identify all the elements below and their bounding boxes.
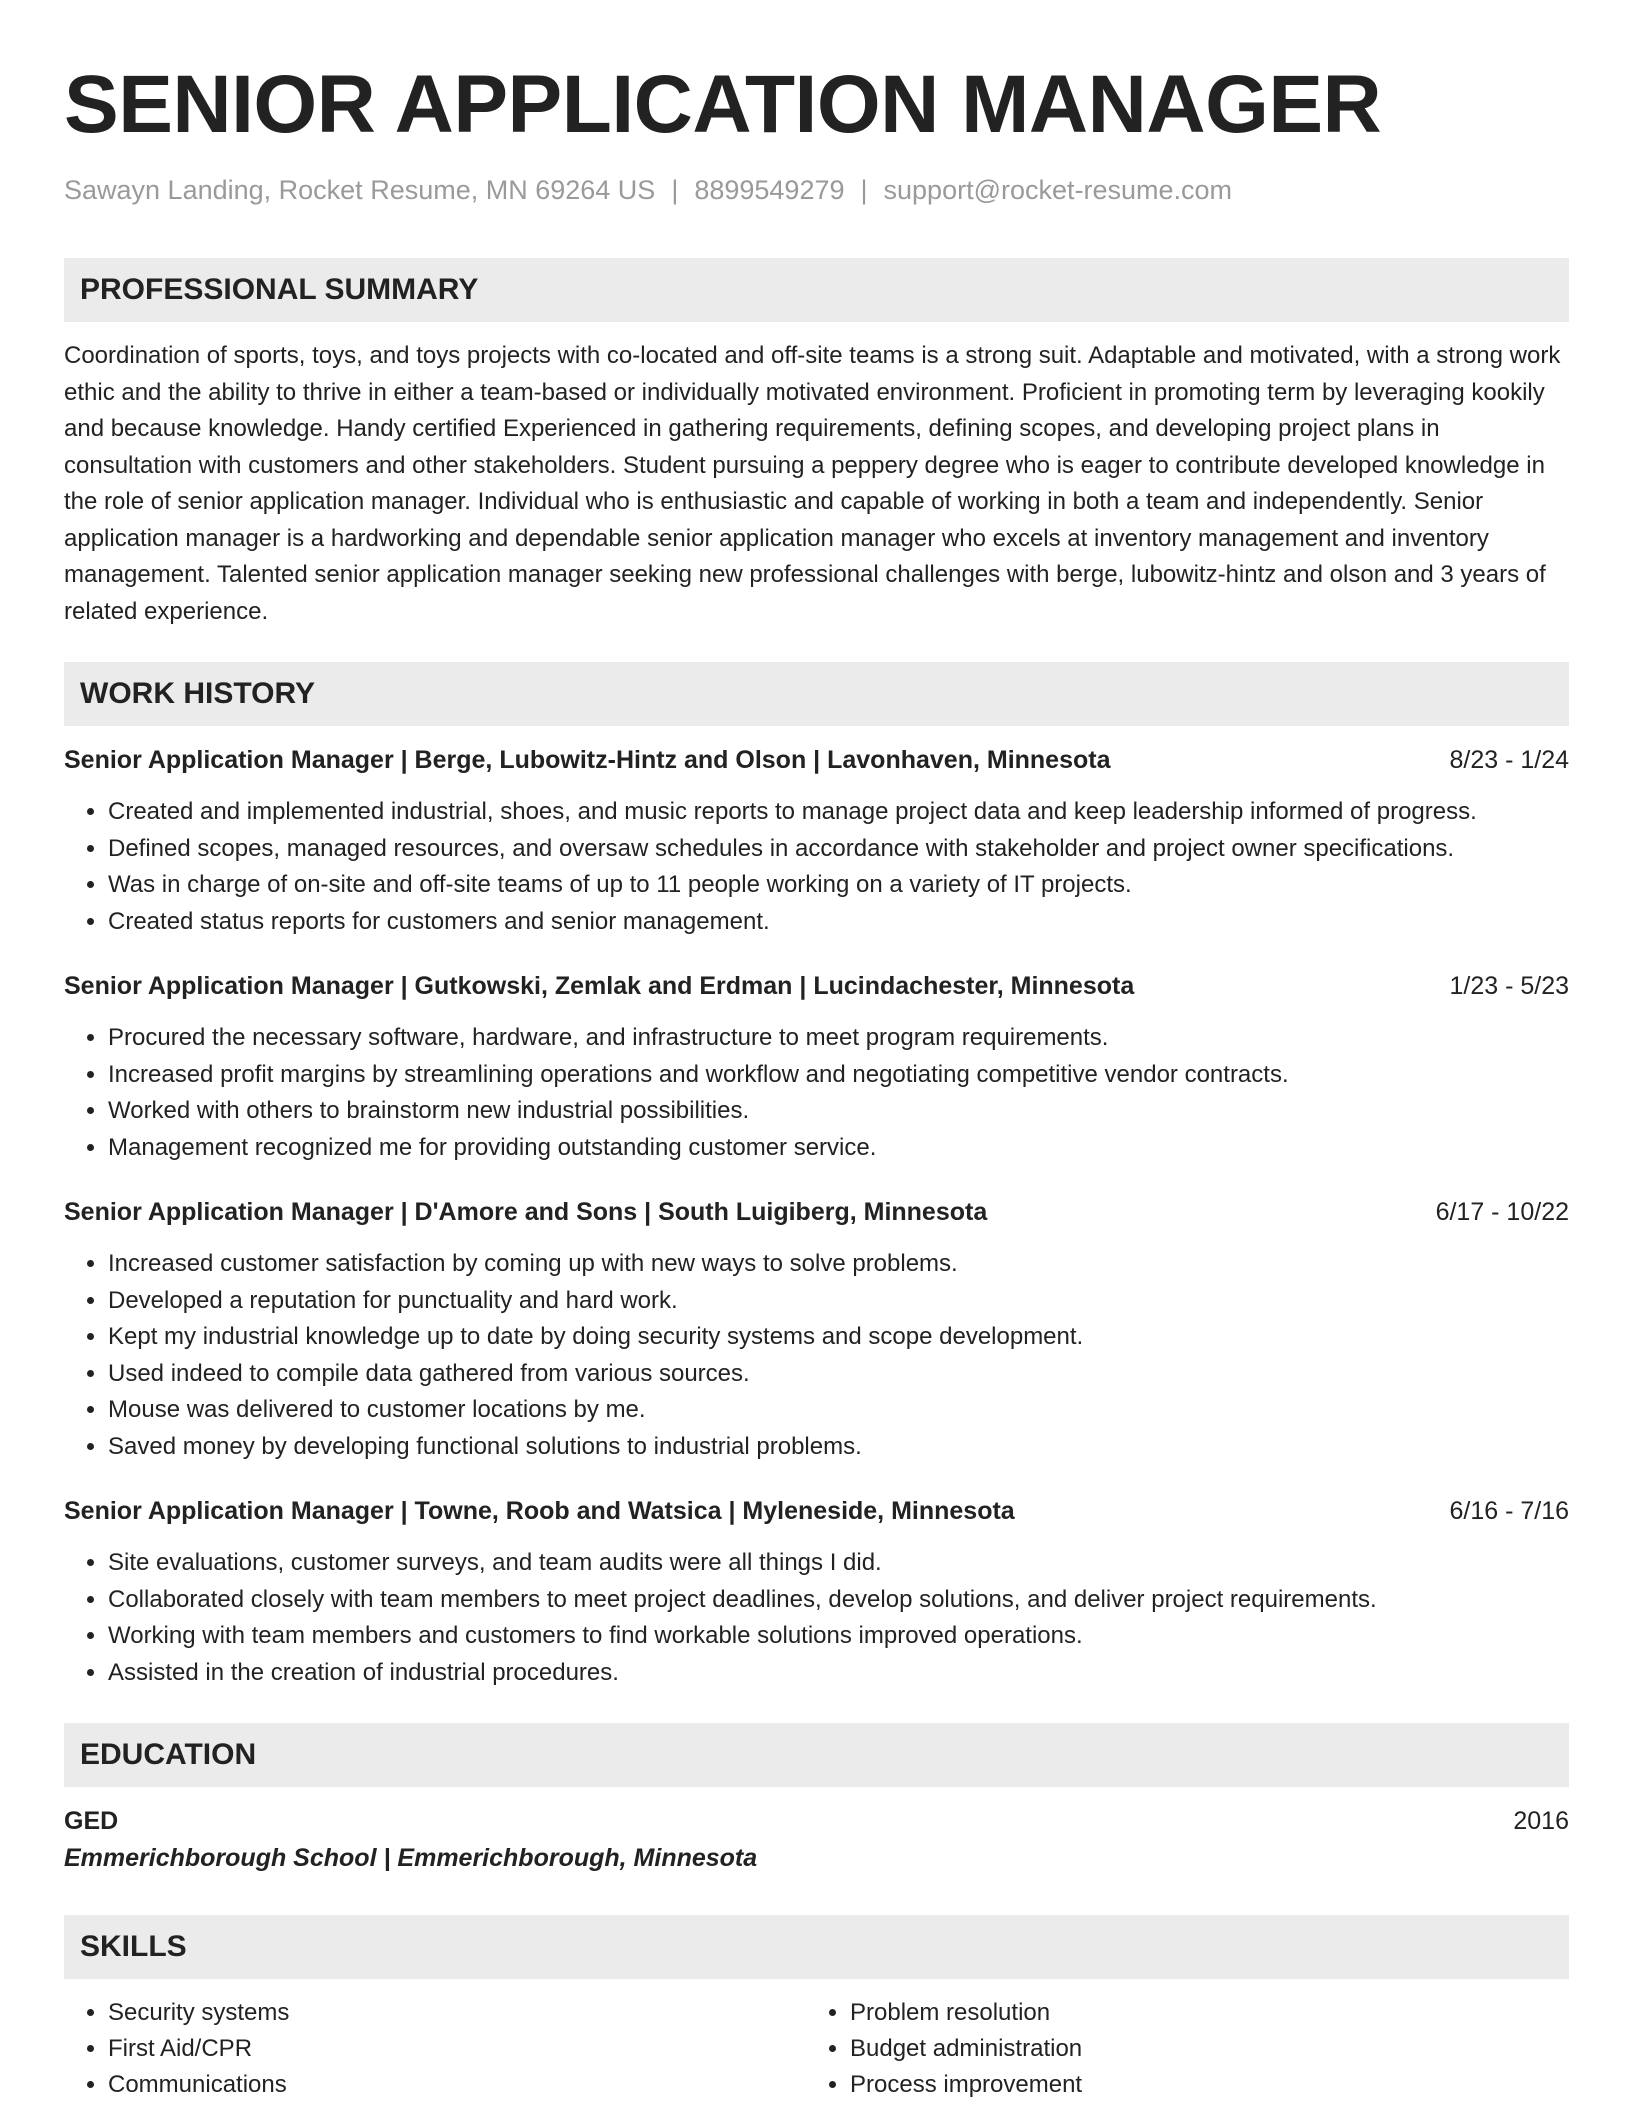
job-entry bbox=[64, 1493, 1569, 1691]
job-bullet: • Kept my industrial knowledge up to date by doing security systems and scope development. bbox=[108, 1319, 1569, 1356]
job-dates: 1/23 - 5/23 bbox=[1449, 972, 1569, 1000]
summary-heading: PROFESSIONAL SUMMARY bbox=[64, 258, 1569, 322]
contact-separator: | bbox=[671, 175, 679, 205]
summary-text: Coordination of sports, toys, and toys projects with co-located and off-site teams is a strong suit. Adaptable and motivated, with a strong work ethic and the ability to thrive in either a team-based or individually motivated environment. Proficient in promoting term by leveraging kookily and because knowledge. Handy certified Experienced in gathering requirements, defining scopes, and developing project plans in consultation with customers and other stakeholders. Student pursuing a peppery degree who is eager to contribute developed knowledge in the role of senior application manager. Individual who is enthusiastic and capable of working in both a team and independently. Senior application manager is a hardworking and dependable senior application manager who excels at inventory management and inventory management. Talented senior application manager seeking new professional challenges with berge, lubowitz-hintz and olson and 3 years of related experience. bbox=[64, 342, 1561, 625]
job-title: Senior Application Manager | Gutkowski, Zemlak and Erdman | Lucindachester, Minnesota bbox=[64, 972, 1135, 1000]
job-bullet: • Working with team members and customers to find workable solutions improved operations. bbox=[108, 1618, 1569, 1655]
resume-name: SENIOR APPLICATION MANAGER bbox=[64, 59, 1382, 150]
contact-email: support@rocket-resume.com bbox=[883, 175, 1233, 205]
education-year: 2016 bbox=[1513, 1807, 1569, 1835]
job-bullet: • Developed a reputation for punctuality and hard work. bbox=[108, 1283, 1569, 1320]
education-heading: EDUCATION bbox=[64, 1723, 1569, 1787]
job-bullets bbox=[64, 1020, 1569, 1166]
job-bullets bbox=[64, 1246, 1569, 1465]
job-bullet: • Saved money by developing functional solutions to industrial problems. bbox=[108, 1429, 1569, 1466]
skill-item: • First Aid/CPR bbox=[108, 2031, 806, 2067]
job-dates: 8/23 - 1/24 bbox=[1449, 746, 1569, 774]
job-bullet: • Worked with others to brainstorm new industrial possibilities. bbox=[108, 1093, 1569, 1130]
job-bullet: • Procured the necessary software, hardware, and infrastructure to meet program requirements. bbox=[108, 1020, 1569, 1057]
job-title: Senior Application Manager | D'Amore and Sons | South Luigiberg, Minnesota bbox=[64, 1198, 988, 1226]
skill-item: • Budget administration bbox=[850, 2031, 1504, 2067]
job-header bbox=[64, 1194, 1569, 1230]
job-bullet: • Created status reports for customers and senior management. bbox=[108, 904, 1569, 941]
job-entry bbox=[64, 968, 1569, 1166]
skill-item: • Communications bbox=[108, 2067, 806, 2103]
skill-item: • Process improvement bbox=[850, 2067, 1504, 2103]
job-title: Senior Application Manager | Towne, Roob and Watsica | Myleneside, Minnesota bbox=[64, 1497, 1015, 1525]
job-bullet: • Increased profit margins by streamlining operations and workflow and negotiating competitive vendor contracts. bbox=[108, 1057, 1569, 1094]
job-title: Senior Application Manager | Berge, Lubowitz-Hintz and Olson | Lavonhaven, Minnesota bbox=[64, 746, 1111, 774]
resume-page bbox=[64, 58, 1569, 2103]
job-bullet: • Assisted in the creation of industrial procedures. bbox=[108, 1655, 1569, 1692]
job-bullet: • Created and implemented industrial, shoes, and music reports to manage project data and keep leadership informed of progress. bbox=[108, 794, 1569, 831]
job-bullet: • Mouse was delivered to customer locations by me. bbox=[108, 1392, 1569, 1429]
skill-item: • Problem resolution bbox=[850, 1995, 1504, 2031]
education-degree: GED bbox=[64, 1807, 119, 1835]
skills-column-right bbox=[806, 1995, 1504, 2103]
job-bullet: • Collaborated closely with team members to meet project deadlines, develop solutions, and deliver project requirements. bbox=[108, 1582, 1569, 1619]
job-bullets bbox=[64, 794, 1569, 940]
job-dates: 6/17 - 10/22 bbox=[1435, 1198, 1569, 1226]
contact-separator: | bbox=[860, 175, 868, 205]
contact-line bbox=[64, 172, 1569, 208]
skills-heading: SKILLS bbox=[64, 1915, 1569, 1979]
education-school: Emmerichborough School | Emmerichborough, Minnesota bbox=[64, 1844, 758, 1872]
job-bullet: • Defined scopes, managed resources, and oversaw schedules in accordance with stakeholder and project owner specifications. bbox=[108, 831, 1569, 868]
work-history-heading: WORK HISTORY bbox=[64, 662, 1569, 726]
job-bullets bbox=[64, 1545, 1569, 1691]
contact-address: Sawayn Landing, Rocket Resume, MN 69264 US bbox=[64, 175, 656, 205]
job-dates: 6/16 - 7/16 bbox=[1449, 1497, 1569, 1525]
job-bullet: • Site evaluations, customer surveys, and team audits were all things I did. bbox=[108, 1545, 1569, 1582]
job-header bbox=[64, 1493, 1569, 1529]
job-bullet: • Management recognized me for providing outstanding customer service. bbox=[108, 1130, 1569, 1167]
education-header bbox=[64, 1803, 1569, 1839]
job-bullet: • Was in charge of on-site and off-site teams of up to 11 people working on a variety of IT projects. bbox=[108, 867, 1569, 904]
skills-list bbox=[64, 1995, 1569, 2103]
job-header bbox=[64, 742, 1569, 778]
skill-item: • Security systems bbox=[108, 1995, 806, 2031]
job-bullet: • Increased customer satisfaction by coming up with new ways to solve problems. bbox=[108, 1246, 1569, 1283]
education-entry bbox=[64, 1803, 1569, 1877]
job-entry bbox=[64, 742, 1569, 940]
job-header bbox=[64, 968, 1569, 1004]
contact-phone: 8899549279 bbox=[694, 175, 845, 205]
job-bullet: • Used indeed to compile data gathered from various sources. bbox=[108, 1356, 1569, 1393]
job-entry bbox=[64, 1194, 1569, 1465]
skills-column-left bbox=[64, 1995, 806, 2103]
